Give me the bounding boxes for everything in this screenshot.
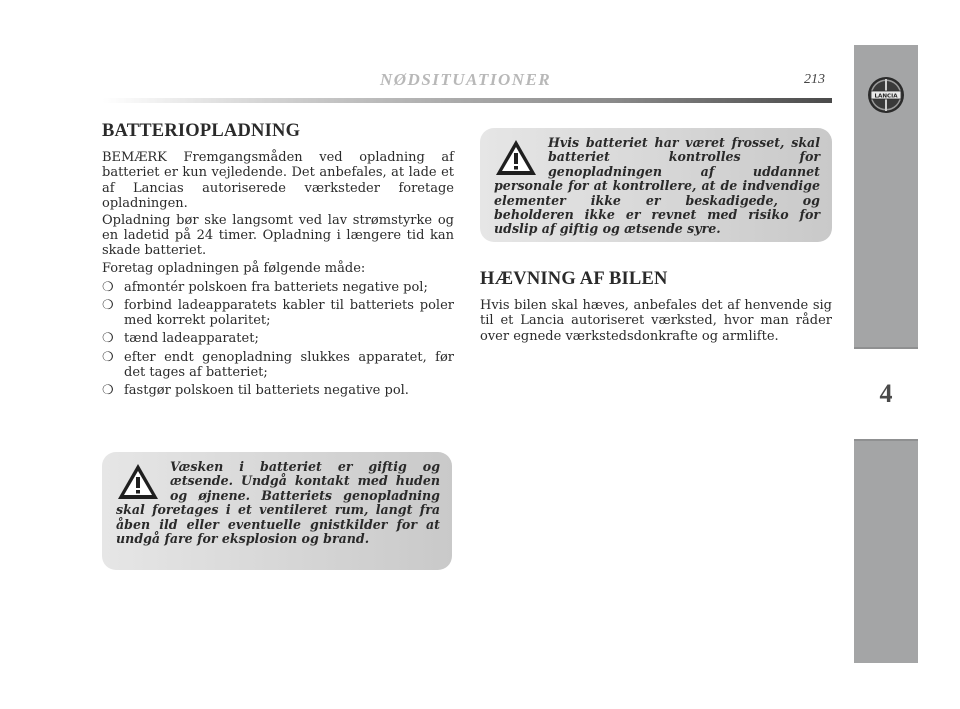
bullet-icon: ❍ — [102, 331, 114, 347]
section-heading-battery: BATTERIOPLADNING — [102, 121, 301, 141]
left-column — [102, 121, 454, 401]
warning-text: Væsken i batteriet er giftig og ætsende. Undgå kontakt med huden og øjnene. Batteriets genopladning skal foretages i et ventileret rum, langt fra åben ild eller eventuelle gnistkilder for at undgå fare for eksplosion og brand. — [116, 459, 440, 547]
note-paragraph: BEMÆRK Fremgangsmåden ved opladning af batteriet er kun vejledende. Det anbefales, at lade et af Lancias autoriserede værksteder foretage opladningen. — [102, 150, 454, 211]
bullet-icon: ❍ — [102, 349, 114, 365]
bullet-icon: ❍ — [102, 298, 114, 314]
section-heading-lifting: HÆVNING AF BILEN — [480, 269, 668, 289]
bullet-icon: ❍ — [102, 383, 114, 399]
warning-triangle-icon — [494, 138, 538, 178]
bullet-icon: ❍ — [102, 279, 114, 295]
warning-text: Hvis batteriet har været frosset, skal batteriet kontrolles for genopladningen af uddannet personale for at kontrollere, at de indvendige elementer ikke er beskadigede, og beholderen ikke er revnet med risiko for udslip af giftig og ætsende syre. — [494, 135, 820, 237]
list-item: ❍ efter endt genopladning slukkes apparatet, før det tages af batteriet; — [102, 349, 454, 380]
list-item: ❍ fastgør polskoen til batteriets negative pol. — [102, 383, 409, 399]
chapter-number: 4 — [854, 347, 918, 441]
list-item: ❍ afmontér polskoen fra batteriets negative pol; — [102, 279, 428, 295]
header-rule — [102, 98, 832, 103]
lancia-logo — [854, 45, 918, 145]
warning-triangle-icon — [116, 462, 160, 502]
charging-paragraph: Opladning bør ske langsomt ved lav strømstyrke og en ladetid på 24 timer. Opladning i længere tid kan skade batteriet. — [102, 213, 454, 259]
procedure-intro: Foretag opladningen på følgende måde: — [102, 260, 366, 276]
list-item: ❍ tænd ladeapparatet; — [102, 331, 259, 347]
page-title: NØDSITUATIONER — [380, 70, 552, 89]
chapter-sidebar — [854, 45, 918, 663]
frozen-battery-warning — [480, 128, 832, 242]
right-column — [480, 269, 832, 346]
lifting-paragraph: Hvis bilen skal hæves, anbefales det af henvende sig til et Lancia autoriseret værksted, hvor man råder over egnede værkstedsdonkrafte og armlifte. — [480, 298, 832, 344]
svg-text:LANCIA: LANCIA — [874, 93, 898, 100]
battery-acid-warning — [102, 452, 452, 570]
list-item: ❍ forbind ladeapparatets kabler til batteriets poler med korrekt polaritet; — [102, 298, 454, 329]
page-number: 213 — [804, 72, 825, 87]
procedure-list — [102, 280, 454, 398]
